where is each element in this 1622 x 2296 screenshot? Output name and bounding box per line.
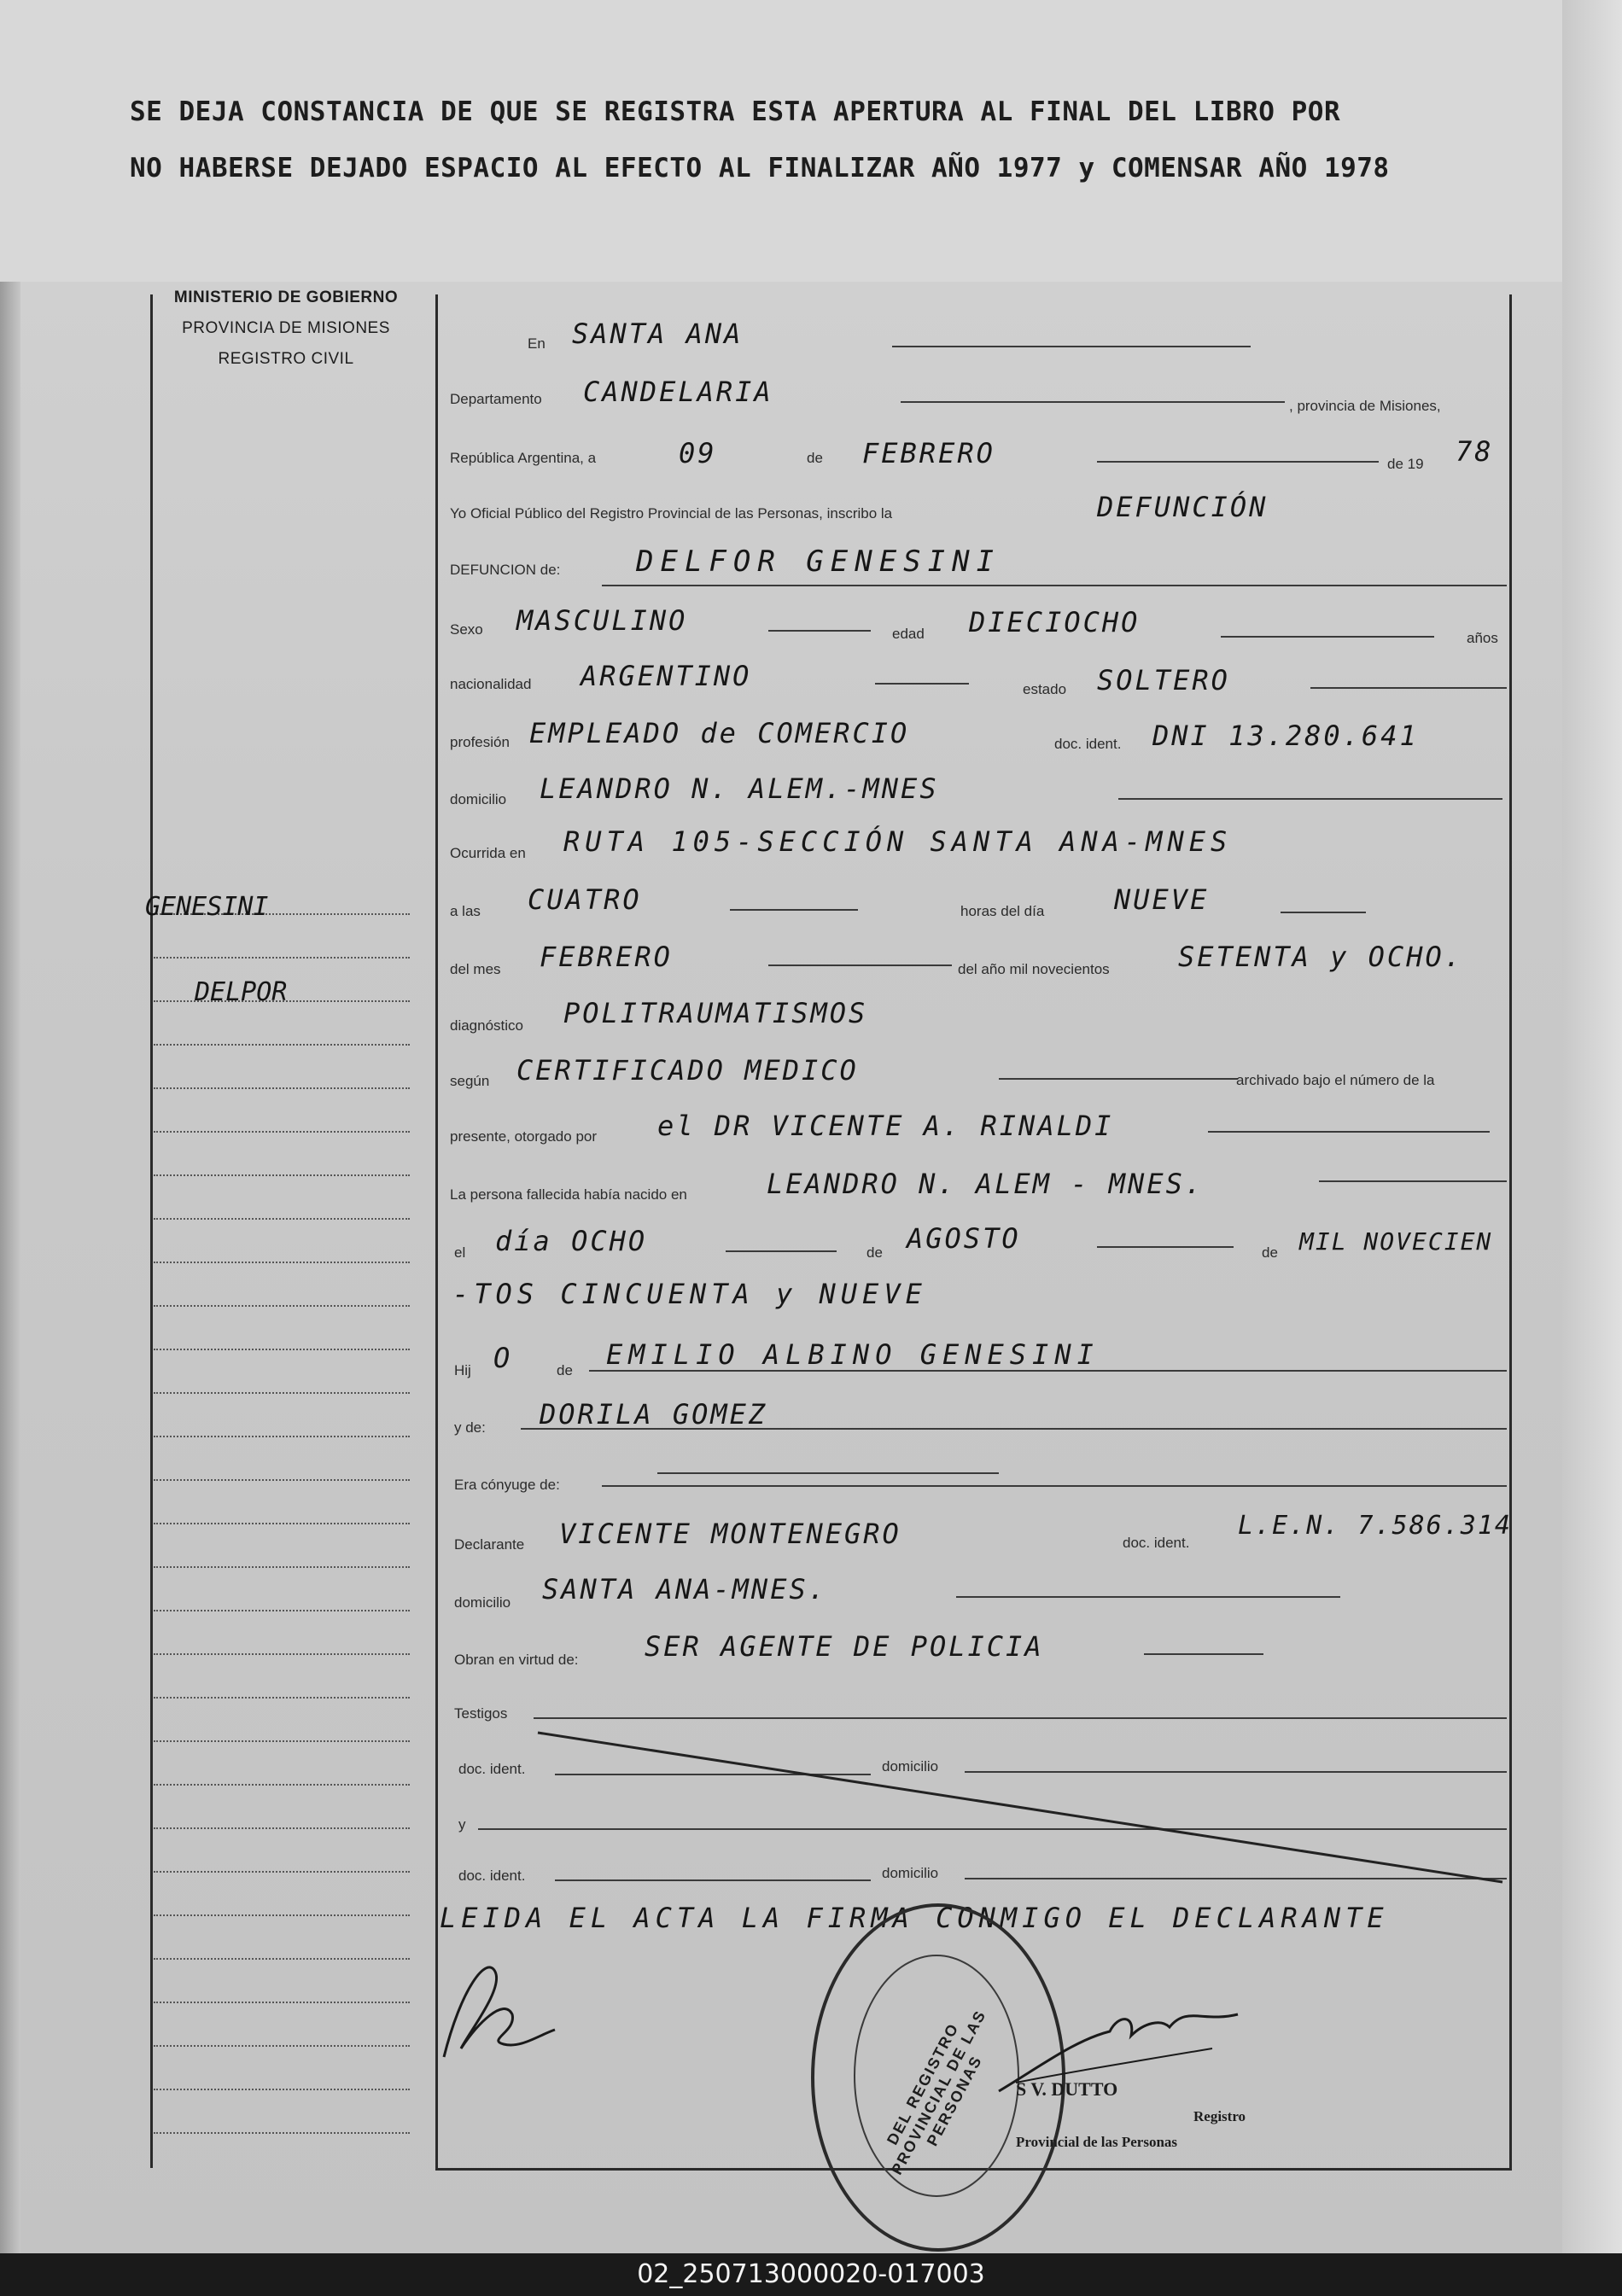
entry-domicilio: LEANDRO N. ALEM.-MNES [540,772,939,805]
entry-lectura: LEIDA EL ACTA LA FIRMA CONMIGO EL DECLARANTE [440,1902,1389,1934]
label-nacido-en: La persona fallecida había nacido en [450,1186,687,1203]
file-id: 02_250713000020-017003 [637,2259,985,2289]
entry-ano: 78 [1456,435,1494,468]
entry-declarante: VICENTE MONTENEGRO [559,1518,901,1550]
label-estado: estado [1023,681,1067,697]
entry-madre: DORILA GOMEZ [540,1398,768,1431]
entry-dia-texto: NUEVE [1114,883,1210,916]
entry-obran: SER AGENTE DE POLICIA [645,1630,1044,1663]
label-archivado: archivado bajo el número de la [1236,1072,1435,1088]
label-profesion: profesión [450,734,510,750]
label-anos: años [1467,630,1498,646]
declarant-signature [427,1938,563,2091]
label-hij: Hij [454,1362,471,1378]
official-title-1: Registro [1193,2108,1246,2124]
entry-nacimiento-mes: AGOSTO [907,1222,1021,1255]
entry-mes: FEBRERO [862,437,995,469]
file-id-bar [0,2253,1622,2296]
entry-nacionalidad: ARGENTINO [581,660,752,692]
label-diagnostico: diagnóstico [450,1017,524,1034]
entry-declarante-domicilio: SANTA ANA-MNES. [542,1573,827,1605]
label-doc-ident-4: doc. ident. [458,1868,526,1884]
label-ocurrida-en: Ocurrida en [450,845,526,861]
margin-given-name: DELPOR [195,977,288,1007]
entry-declarante-doc: L.E.N. 7.586.314 [1238,1511,1512,1541]
entry-lugar: RUTA 105-SECCIÓN SANTA ANA-MNES [563,825,1233,858]
label-de-2: de [866,1244,883,1261]
label-republica: República Argentina, a [450,450,597,466]
label-en: En [528,335,546,352]
label-conyuge: Era cónyuge de: [454,1477,560,1493]
label-y-de: y de: [454,1419,486,1436]
label-sexo: Sexo [450,621,483,638]
label-doc-ident: doc. ident. [1054,736,1122,752]
entry-profesion: EMPLEADO de COMERCIO [529,717,910,749]
label-provincia: , provincia de Misiones, [1289,398,1441,414]
label-horas-del-dia: horas del día [960,903,1045,919]
entry-nacimiento-ano-1: MIL NOVECIEN [1299,1227,1493,1256]
entry-acto: DEFUNCIÓN [1097,491,1269,523]
entry-diagnostico: POLITRAUMATISMOS [563,997,868,1029]
label-presente: presente, otorgado por [450,1128,598,1145]
label-oficial: Yo Oficial Público del Registro Provincial de las Personas, inscribo la [450,505,893,522]
label-de-year: de 19 [1387,456,1424,472]
label-el: el [454,1244,466,1261]
label-de-4: de [557,1362,573,1378]
entry-segun: CERTIFICADO MEDICO [516,1054,859,1087]
label-testigos: Testigos [454,1705,508,1722]
official-signature [990,1989,1246,2108]
margin-surname: GENESINI [145,892,269,922]
label-domicilio: domicilio [450,791,507,807]
entry-edad: DIECIOCHO [969,606,1141,638]
entry-doc: DNI 13.280.641 [1152,720,1419,752]
label-de: de [807,450,823,466]
entry-dia: 09 [679,437,717,469]
label-a-las: a las [450,903,481,919]
entry-nacimiento-dia: día OCHO [495,1225,648,1257]
typed-note-line-1: SE DEJA CONSTANCIA DE QUE SE REGISTRA ESTA APERTURA AL FINAL DEL LIBRO POR [130,96,1341,127]
entry-localidad: SANTA ANA [572,318,744,350]
official-seal-text: DEL REGISTRO PROVINCIAL DE LAS PERSONAS [883,2007,990,2178]
entry-sexo: MASCULINO [516,604,688,637]
entry-mes-muerte: FEBRERO [540,941,673,973]
label-doc-ident-2: doc. ident. [1123,1535,1190,1551]
label-de-3: de [1262,1244,1278,1261]
label-departamento: Departamento [450,391,542,407]
label-defuncion-de: DEFUNCION de: [450,562,561,578]
label-nacionalidad: nacionalidad [450,676,532,692]
entry-nacimiento-ano-2: -TOS CINCUENTA y NUEVE [452,1278,927,1310]
label-del-ano: del año mil novecientos [958,961,1110,977]
label-y: y [458,1816,466,1833]
label-edad: edad [892,626,925,642]
label-domicilio-2: domicilio [454,1594,511,1611]
ministry-label: MINISTERIO DE GOBIERNO [173,288,399,306]
label-del-mes: del mes [450,961,501,977]
office-label: REGISTRO CIVIL [218,350,354,368]
entry-hij-sufijo: O [493,1342,513,1374]
label-obran: Obran en virtud de: [454,1652,579,1668]
label-domicilio-3: domicilio [882,1758,939,1774]
entry-padre: EMILIO ALBINO GENESINI [606,1338,1100,1371]
official-title-2: Provincial de las Personas [1016,2134,1178,2150]
entry-ano-texto: SETENTA y OCHO. [1178,941,1463,973]
entry-fallecido: DELFOR GENESINI [636,545,1001,579]
entry-estado: SOLTERO [1097,664,1230,696]
label-domicilio-4: domicilio [882,1865,939,1881]
entry-medico: el DR VICENTE A. RINALDI [657,1110,1114,1142]
typed-note-line-2: NO HABERSE DEJADO ESPACIO AL EFECTO AL FINALIZAR AÑO 1977 y COMENSAR AÑO 1978 [130,153,1390,184]
entry-departamento: CANDELARIA [583,376,773,408]
label-segun: según [450,1073,490,1089]
province-label: PROVINCIA DE MISIONES [182,319,390,337]
entry-hora: CUATRO [528,883,642,916]
entry-nacimiento-lugar: LEANDRO N. ALEM - MNES. [767,1168,1205,1200]
label-doc-ident-3: doc. ident. [458,1761,526,1777]
label-declarante: Declarante [454,1536,525,1553]
official-name: S V. DUTTO [1016,2078,1118,2100]
